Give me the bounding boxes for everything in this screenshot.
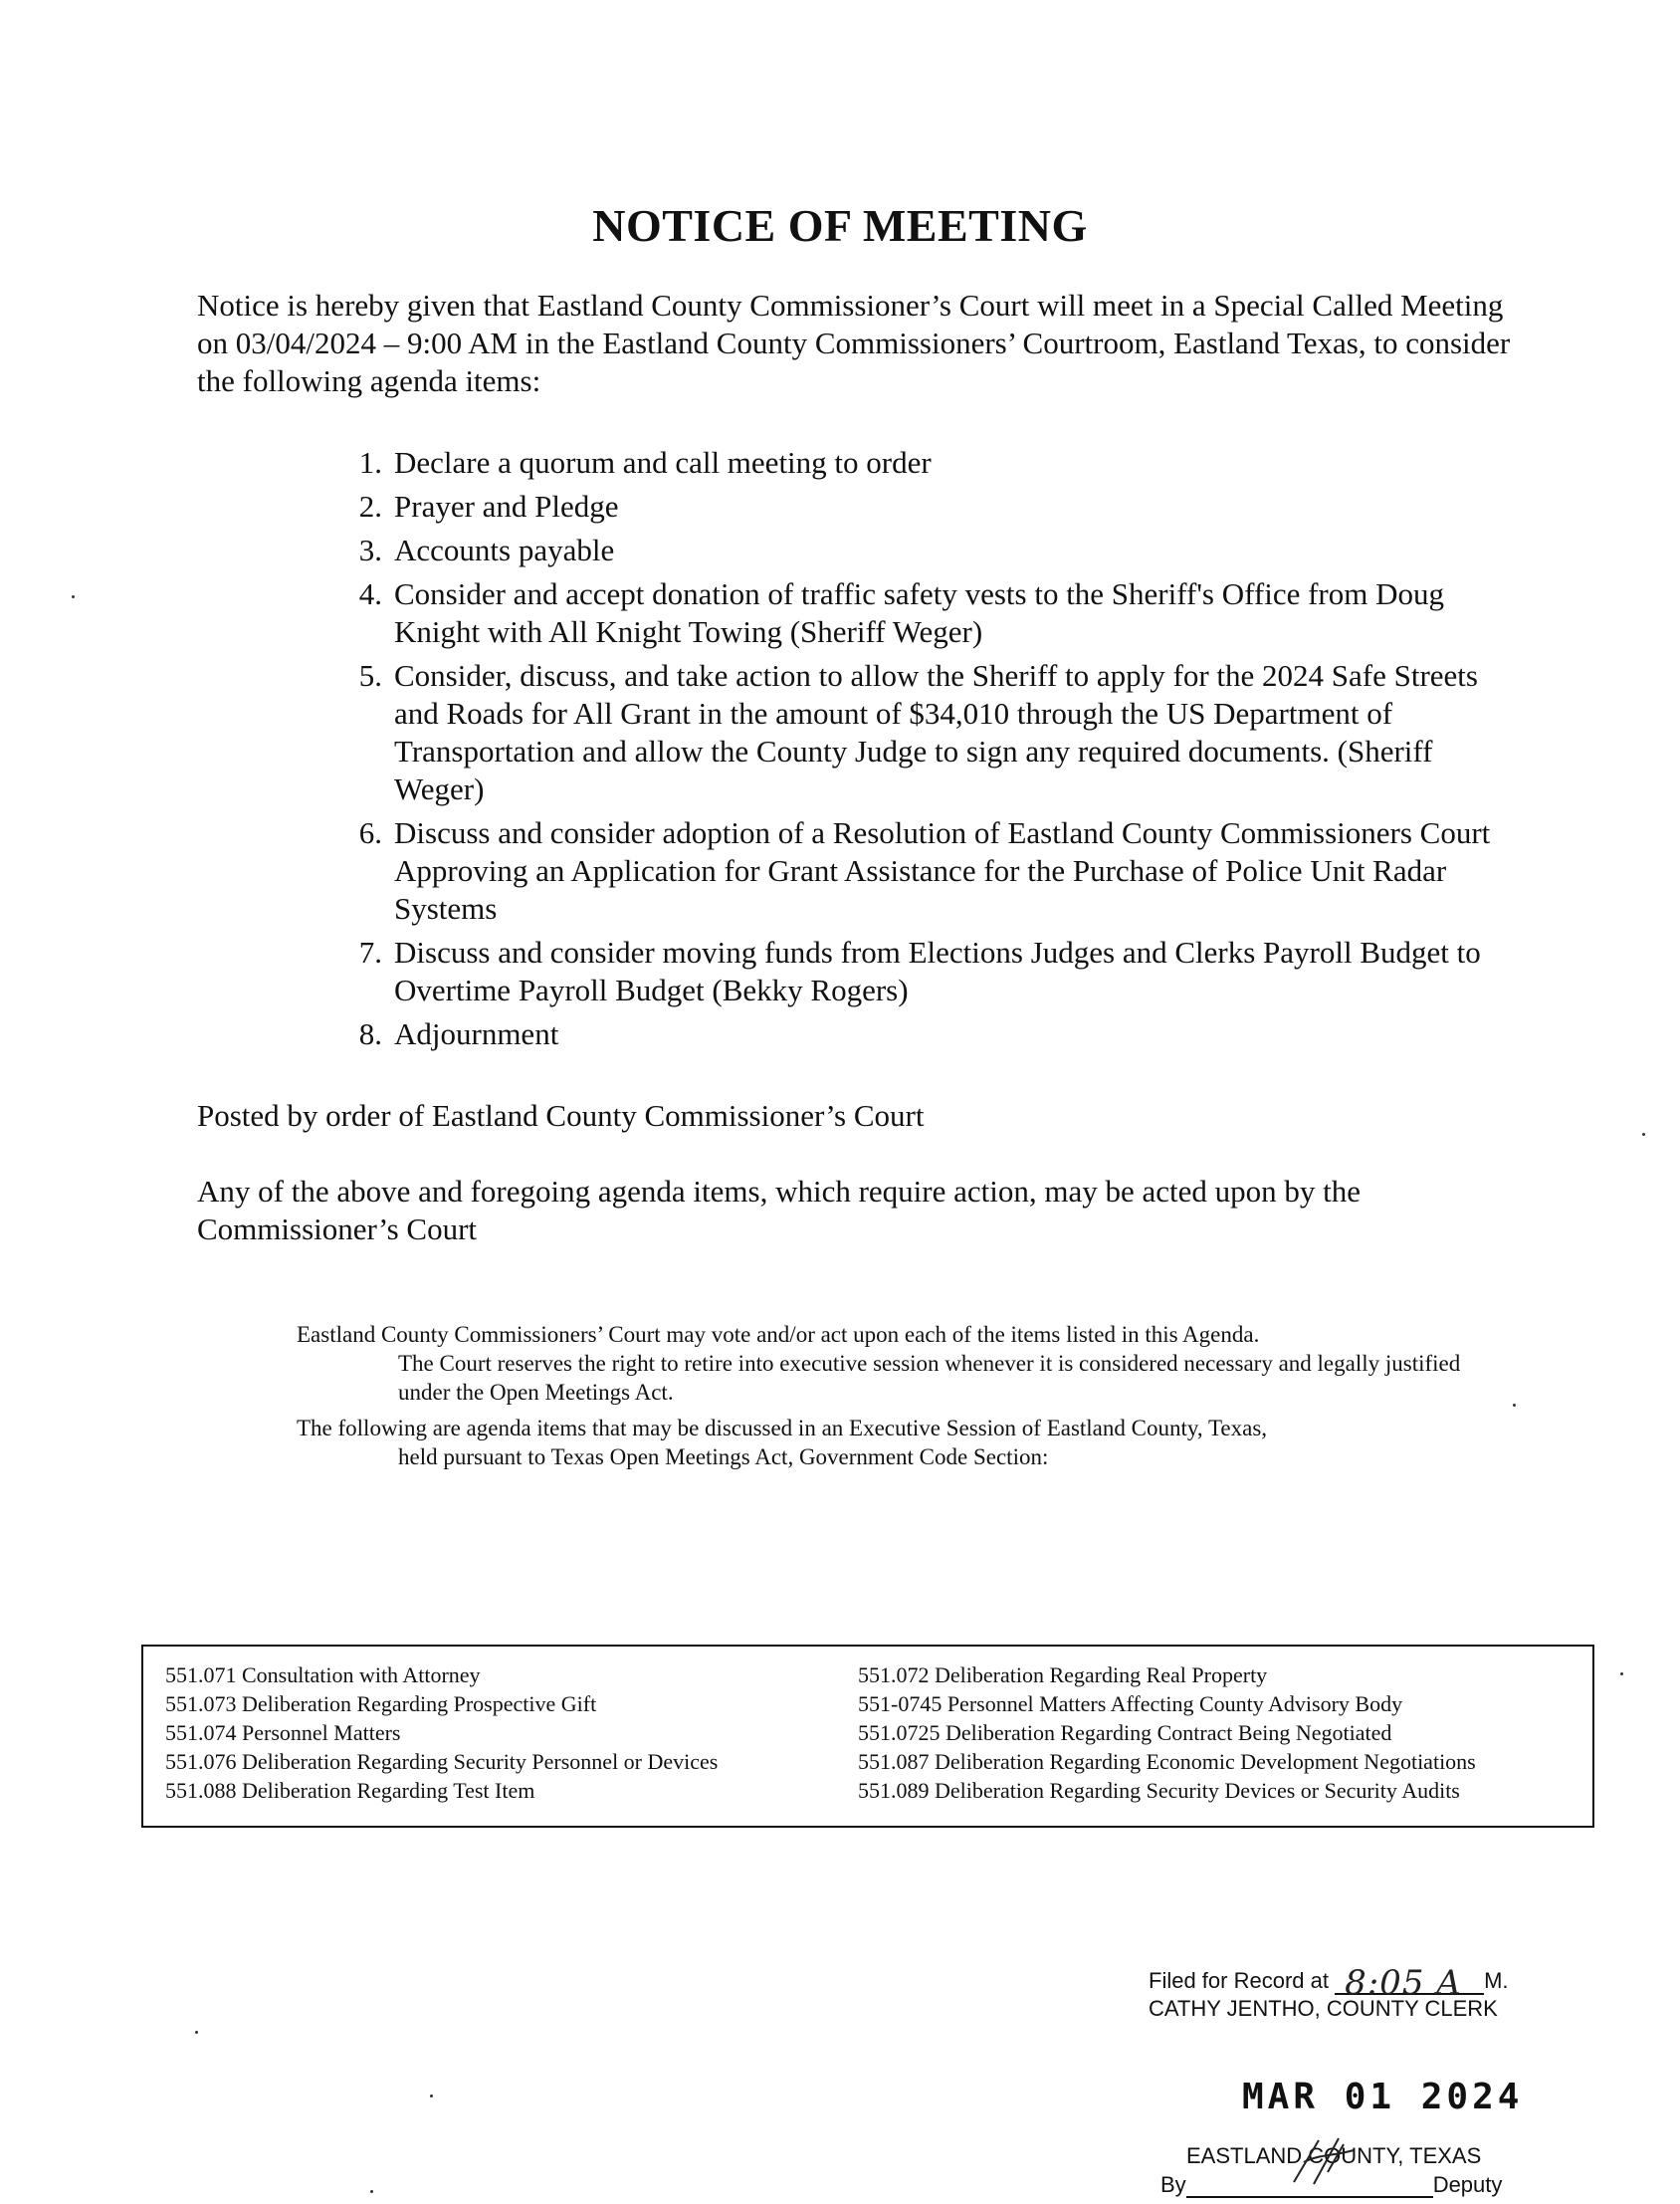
- filed-label: Filed for Record at: [1149, 1968, 1329, 1993]
- deputy-signature-line: [1160, 2172, 1502, 2198]
- code-item: 551.071 Consultation with Attorney: [165, 1662, 481, 1687]
- agenda-list: [338, 444, 1513, 1059]
- agenda-item-number: 1.: [358, 445, 382, 480]
- agenda-item-text: Discuss and consider adoption of a Resolution of Eastland County Commissioners Court Approving an Application for Grant Assistance for the Purchase of Police Unit Radar Systems: [394, 815, 1491, 926]
- intro-paragraph: Notice is hereby given that Eastland County Commissioner’s Court will meet in a Special Called Meeting on 03/04/2024 – 9:00 AM in the Eastland County Commissioners’ Courtroom, Eastland Texas, to consider the following agenda items:: [197, 288, 1511, 398]
- executive-session-notice-first: The following are agenda items that may be discussed in an Executive Session of Eastland County, Texas,: [297, 1416, 1268, 1440]
- filed-stamp: [1149, 1963, 1606, 2023]
- filed-time-line: [1335, 1963, 1484, 2003]
- filed-suffix: M.: [1484, 1968, 1509, 1993]
- filed-time-handwritten: 8:05 A: [1345, 1963, 1462, 2003]
- code-item: 551.0725 Deliberation Regarding Contract Being Negotiated: [858, 1720, 1392, 1745]
- scan-speck: [370, 2190, 373, 2193]
- court-vote-notice-cont: The Court reserves the right to retire into executive session whenever it is considered necessary and legally justified under the Open Meetings Act.: [398, 1351, 1461, 1405]
- agenda-item-number: 5.: [358, 658, 382, 693]
- agenda-item: [338, 934, 1513, 1009]
- agenda-item-number: 3.: [358, 533, 382, 567]
- county-label: EASTLAND COUNTY, TEXAS: [1186, 2143, 1482, 2168]
- scan-speck: [430, 2094, 433, 2097]
- scan-speck: [1642, 1133, 1645, 1136]
- deputy-label: Deputy: [1432, 2172, 1503, 2197]
- agenda-item-text: Adjournment: [394, 1016, 559, 1051]
- agenda-item-text: Discuss and consider moving funds from Elections Judges and Clerks Payroll Budget to Overtime Payroll Budget (Bekky Rogers): [394, 935, 1481, 1007]
- code-item: 551.072 Deliberation Regarding Real Property: [858, 1662, 1268, 1687]
- agenda-item: [338, 488, 1513, 526]
- agenda-item: [338, 1015, 1513, 1053]
- clerk-name: CATHY JENTHO, COUNTY CLERK: [1149, 1996, 1498, 2021]
- government-code-box: [141, 1645, 1594, 1828]
- agenda-item: [338, 444, 1513, 482]
- code-item: 551.074 Personnel Matters: [165, 1720, 401, 1745]
- agenda-item-number: 6.: [358, 815, 382, 850]
- agenda-item: [338, 814, 1513, 928]
- by-label: By: [1160, 2172, 1186, 2197]
- code-list-right: [858, 1660, 1476, 1805]
- agenda-item-number: 8.: [358, 1016, 382, 1051]
- agenda-item-number: 7.: [358, 935, 382, 970]
- page-title: NOTICE OF MEETING: [592, 200, 1088, 251]
- code-item: 551.087 Deliberation Regarding Economic Development Negotiations: [858, 1749, 1476, 1774]
- code-list-left: [165, 1660, 718, 1805]
- agenda-item-number: 4.: [358, 576, 382, 611]
- agenda-item: [338, 657, 1513, 808]
- agenda-item: [338, 575, 1513, 651]
- agenda-item-text: Prayer and Pledge: [394, 489, 619, 524]
- agenda-item: [338, 532, 1513, 569]
- agenda-item-text: Declare a quorum and call meeting to order: [394, 445, 932, 480]
- action-statement: Any of the above and foregoing agenda items, which require action, may be acted upon by the Commissioner’s Court: [197, 1174, 1361, 1246]
- code-item: 551.088 Deliberation Regarding Test Item: [165, 1778, 535, 1803]
- agenda-item-text: Accounts payable: [394, 533, 615, 567]
- code-item: 551.073 Deliberation Regarding Prospective Gift: [165, 1691, 597, 1716]
- posted-by-statement: Posted by order of Eastland County Commissioner’s Court: [197, 1098, 925, 1133]
- court-vote-notice: [297, 1320, 1511, 1407]
- executive-session-notice: [297, 1414, 1511, 1471]
- scan-speck: [1513, 1404, 1516, 1407]
- agenda-item-number: 2.: [358, 489, 382, 524]
- code-item: 551.076 Deliberation Regarding Security Personnel or Devices: [165, 1749, 719, 1774]
- code-item: 551-0745 Personnel Matters Affecting County Advisory Body: [858, 1691, 1403, 1716]
- signature-line: [1186, 2174, 1433, 2198]
- executive-session-notice-cont: held pursuant to Texas Open Meetings Act, Government Code Section:: [398, 1444, 1049, 1469]
- scan-speck: [1620, 1672, 1623, 1675]
- scan-speck: [72, 595, 75, 598]
- agenda-item-text: Consider, discuss, and take action to allow the Sheriff to apply for the 2024 Safe Streets and Roads for All Grant in the amount of $34,010 through the US Department of Transportation and allow the County Judge to sign any required documents. (Sheriff Weger): [394, 658, 1478, 806]
- scan-speck: [195, 2031, 198, 2034]
- agenda-item-text: Consider and accept donation of traffic safety vests to the Sheriff's Office from Doug Knight with All Knight Towing (Sheriff Weger): [394, 576, 1444, 649]
- court-vote-notice-first: Eastland County Commissioners’ Court may vote and/or act upon each of the items listed in this Agenda.: [297, 1322, 1260, 1347]
- code-item: 551.089 Deliberation Regarding Security Devices or Security Audits: [858, 1778, 1460, 1803]
- stamp-date: MAR 01 2024: [1242, 2077, 1524, 2117]
